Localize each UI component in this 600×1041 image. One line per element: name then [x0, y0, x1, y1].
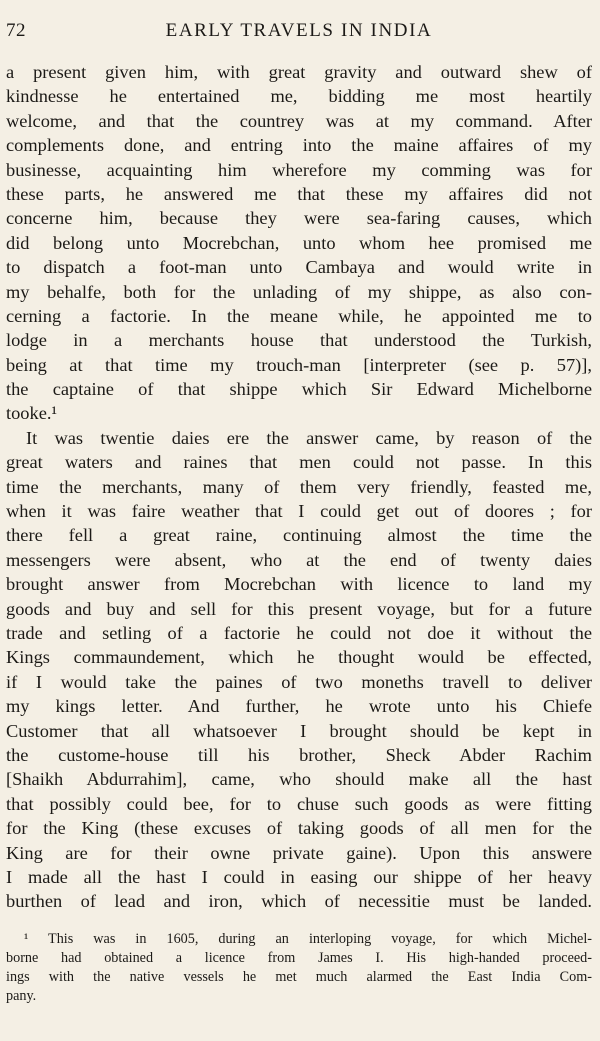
- body-line: It was twentie daies ere the answer came, by reason of the: [26, 427, 592, 448]
- body-line: my kings letter. And further, he wrote unto his Chiefe: [6, 696, 592, 717]
- body-line: cerning a factorie. In the meane while, he appointed me to: [6, 305, 592, 326]
- body-line: great waters and raines that men could not passe. In this: [6, 452, 592, 473]
- page-number: 72: [6, 20, 26, 41]
- body-line: Kings commaundement, which he thought would be effected,: [6, 647, 592, 668]
- body-line: the captaine of that shippe which Sir Edward Michelborne: [6, 379, 592, 400]
- body-line: when it was faire weather that I could get out of doores ; for: [6, 501, 592, 522]
- body-line: my behalfe, both for the unlading of my shippe, as also con-: [6, 281, 592, 302]
- body-line: did belong unto Mocrebchan, unto whom hee promised me: [6, 232, 592, 253]
- body-line: goods and buy and sell for this present voyage, but for a future: [6, 598, 592, 619]
- body-line: concerne him, because they were sea-faring causes, which: [6, 208, 592, 229]
- body-line: that possibly could bee, for to chuse such goods as were fitting: [6, 793, 592, 814]
- body-line: for the King (these excuses of taking goods of all men for the: [6, 818, 592, 839]
- body-line: a present given him, with great gravity and outward shew of: [6, 62, 592, 82]
- body-text: [6, 60, 592, 914]
- body-line: messengers were absent, who at the end of twenty daies: [6, 549, 592, 570]
- body-line: time the merchants, many of them very friendly, feasted me,: [6, 476, 592, 497]
- body-line: there fell a great raine, continuing almost the time the: [6, 525, 592, 546]
- running-title: EARLY TRAVELS IN INDIA: [165, 20, 433, 41]
- body-line: complements done, and entring into the maine affaires of my: [6, 135, 592, 156]
- body-line: brought answer from Mocrebchan with licence to land my: [6, 574, 592, 595]
- footnote-line: borne had obtained a licence from James I. His high-handed proceed-: [6, 950, 592, 966]
- body-line: I made all the hast I could in easing our shippe of her heavy: [6, 866, 592, 887]
- body-line: kindnesse he entertained me, bidding me most heartily: [6, 86, 592, 107]
- body-line: lodge in a merchants house that understood the Turkish,: [6, 330, 592, 351]
- body-line: burthen of lead and iron, which of necessitie must be landed.: [6, 891, 592, 912]
- body-line: being at that time my trouch-man [interpreter (see p. 57)],: [6, 354, 592, 375]
- body-line: Customer that all whatsoever I brought should be kept in: [6, 720, 592, 741]
- body-line: these parts, he answered me that these my affaires did not: [6, 183, 592, 204]
- body-line: businesse, acquainting him wherefore my comming was for: [6, 159, 592, 180]
- footnote-line: ¹ This was in 1605, during an interloping voyage, for which Michel-: [24, 931, 592, 947]
- body-line: welcome, and that the countrey was at my command. After: [6, 110, 592, 131]
- body-line: King are for their owne private gaine). Upon this answere: [6, 842, 592, 863]
- footnote-line: ings with the native vessels he met much alarmed the East India Com-: [6, 969, 592, 985]
- body-line: [Shaikh Abdurrahim], came, who should make all the hast: [6, 769, 592, 790]
- footnote-line: pany.: [6, 988, 37, 1004]
- body-line: if I would take the paines of two moneths travell to deliver: [6, 671, 592, 692]
- body-line: to dispatch a foot-man unto Cambaya and would write in: [6, 257, 592, 278]
- body-line: the custome-house till his brother, Sheck Abder Rachim: [6, 744, 592, 765]
- body-line: tooke.¹: [6, 403, 57, 424]
- body-line: trade and setling of a factorie he could not doe it without the: [6, 622, 592, 643]
- footnote: [6, 930, 592, 1006]
- page-header: [6, 20, 592, 46]
